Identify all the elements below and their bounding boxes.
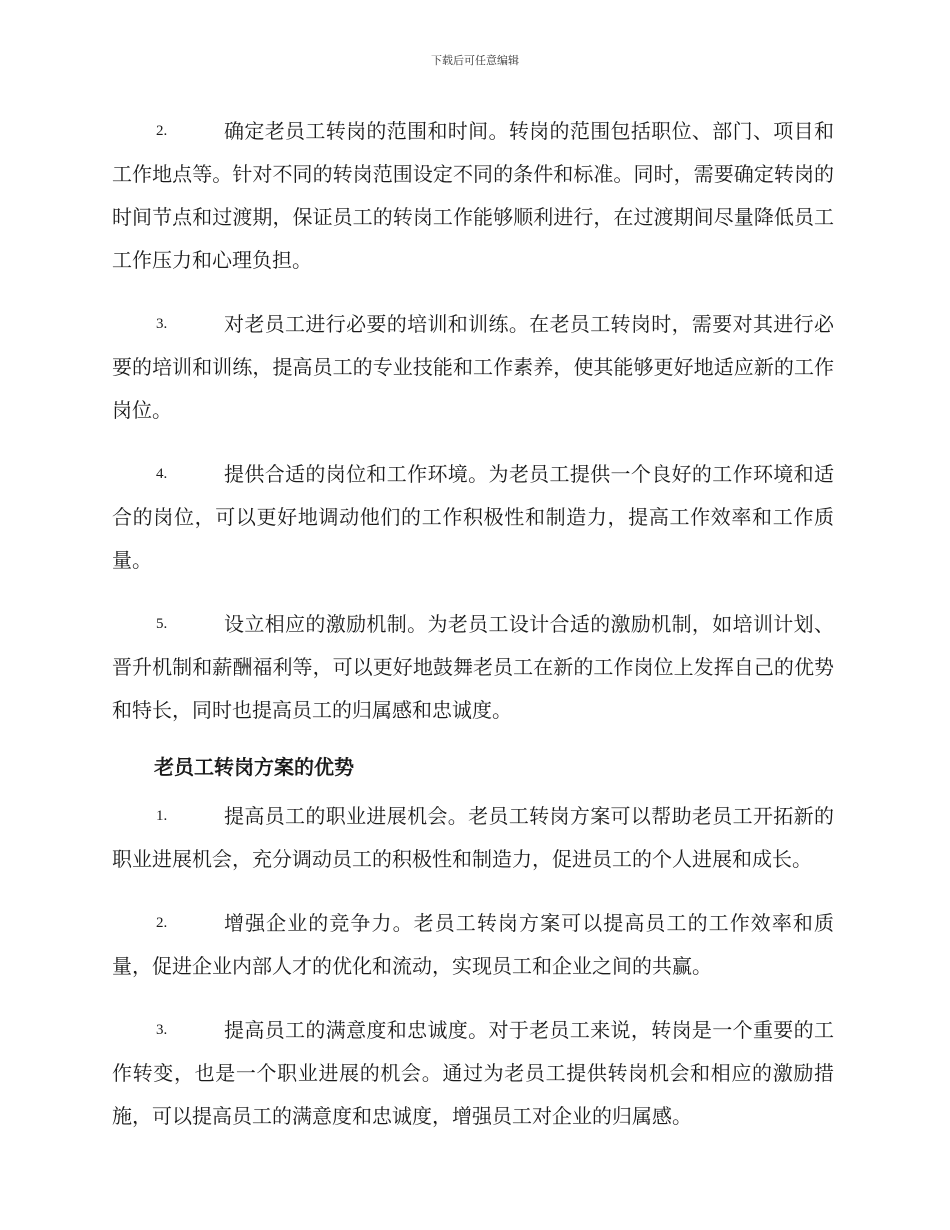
list-item [112,795,834,881]
list-item-text: 提高员工的职业进展机会。老员工转岗方案可以帮助老员工开拓新的职业进展机会，充分调动员工的积极性和制造力，促进员工的个人进展和成长。 [112,804,834,871]
list-item [112,110,834,282]
page-header: 下载后可任意编辑 [431,54,519,67]
list-item-text: 对老员工进行必要的培训和训练。在老员工转岗时，需要对其进行必要的培训和训练，提高员工的专业技能和工作素养，使其能够更好地适应新的工作岗位。 [112,312,834,422]
list-item-number: 3. [156,316,168,332]
list-item [112,303,834,432]
list-item-text: 提供合适的岗位和工作环境。为老员工提供一个良好的工作环境和适合的岗位，可以更好地调动他们的工作积极性和制造力，提高工作效率和工作质量。 [112,462,834,572]
list-item-number: 4. [156,466,168,482]
list-item-text: 增强企业的竞争力。老员工转岗方案可以提高员工的工作效率和质量，促进企业内部人才的优化和流动，实现员工和企业之间的共赢。 [112,911,834,978]
list-item-number: 3. [156,1022,168,1038]
document-body [112,110,834,1159]
list-item-number: 1. [156,808,168,824]
list-item-text: 设立相应的激励机制。为老员工设计合适的激励机制，如培训计划、晋升机制和薪酬福利等，可以更好地鼓舞老员工在新的工作岗位上发挥自己的优势和特长，同时也提高员工的归属感和忠诚度。 [112,612,834,722]
list-item-text: 确定老员工转岗的范围和时间。转岗的范围包括职位、部门、项目和工作地点等。针对不同的转岗范围设定不同的条件和标准。同时，需要确定转岗的时间节点和过渡期，保证员工的转岗工作能够顺利进行，在过渡期间尽量降低员工工作压力和心理负担。 [112,119,834,272]
list-item [112,902,834,988]
list-item-number: 2. [156,915,168,931]
list-item [112,603,834,732]
section-title: 老员工转岗方案的优势 [154,755,354,779]
list-item-text: 提高员工的满意度和忠诚度。对于老员工来说，转岗是一个重要的工作转变，也是一个职业进展的机会。通过为老员工提供转岗机会和相应的激励措施，可以提高员工的满意度和忠诚度，增强员工对企业的归属感。 [112,1018,834,1128]
list-item-number: 5. [156,616,168,632]
list-item [112,1009,834,1138]
list-item-number: 2. [156,123,168,139]
list-item [112,453,834,582]
